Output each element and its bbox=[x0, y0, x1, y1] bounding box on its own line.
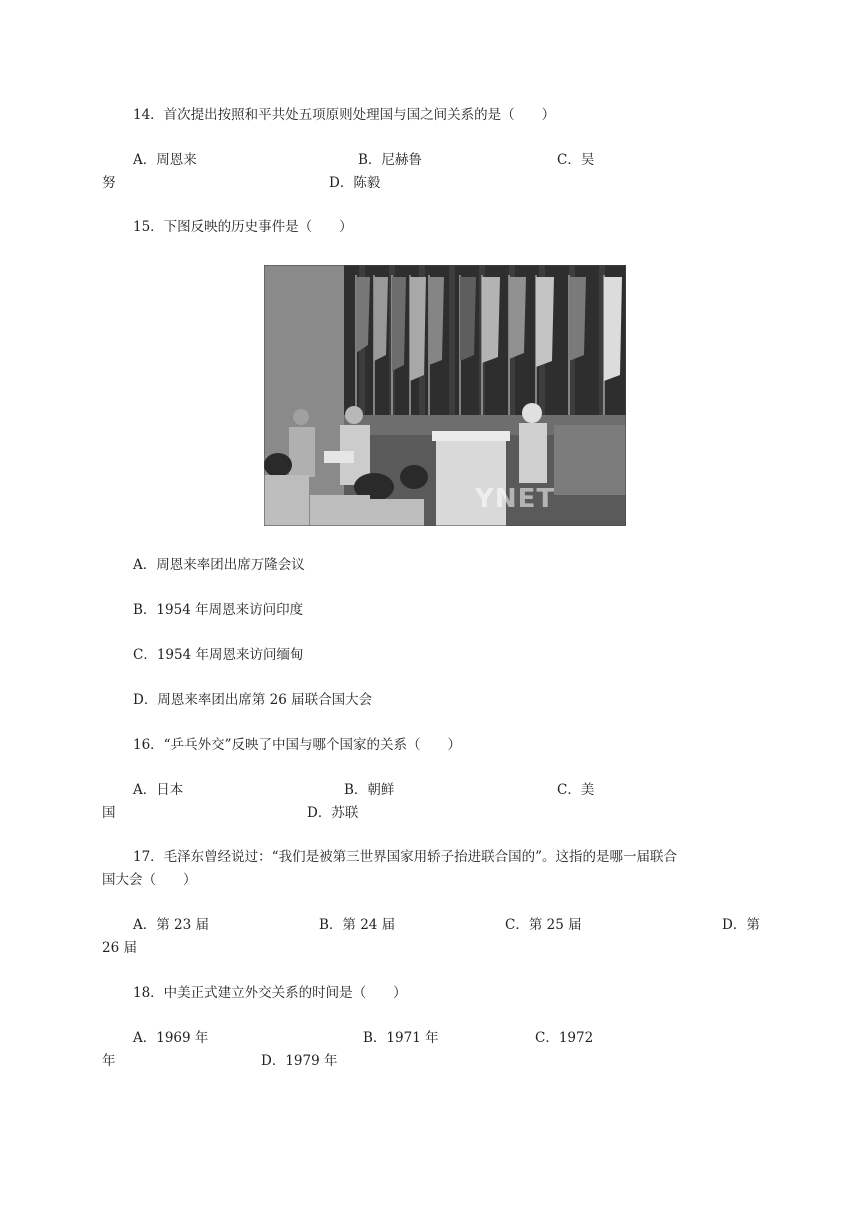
q16-option-b: B．朝鲜 bbox=[344, 782, 395, 798]
q16-option-d: D．苏联 bbox=[307, 805, 359, 821]
q18-option-a: A．1969 年 bbox=[133, 1030, 209, 1046]
q18-option-b: B．1971 年 bbox=[363, 1030, 439, 1046]
q16-option-c: C．美 bbox=[557, 782, 595, 798]
q14-option-a: A．周恩来 bbox=[133, 152, 197, 168]
question-16-stem: 16．“乒乓外交”反映了中国与哪个国家的关系（ ） bbox=[133, 737, 461, 753]
image-watermark: YNET bbox=[475, 484, 556, 514]
q14-option-c: C．吴 bbox=[557, 152, 595, 168]
q18-option-d: D．1979 年 bbox=[261, 1053, 338, 1069]
q18-option-c: C．1972 bbox=[535, 1030, 594, 1046]
q15-option-b: B．1954 年周恩来访问印度 bbox=[133, 602, 304, 618]
historical-photo bbox=[264, 265, 626, 526]
q17-option-d: D．第 bbox=[722, 917, 760, 933]
question-18-stem: 18．中美正式建立外交关系的时间是（ ） bbox=[133, 985, 407, 1001]
photo-illustration bbox=[264, 265, 626, 526]
q15-option-d: D．周恩来率团出席第 26 届联合国大会 bbox=[133, 692, 373, 708]
q17-option-c: C．第 25 届 bbox=[505, 917, 582, 933]
q17-option-b: B．第 24 届 bbox=[319, 917, 396, 933]
q17-option-d-wrap: 26 届 bbox=[102, 940, 137, 956]
question-17-stem-wrap: 国大会（ ） bbox=[102, 872, 197, 888]
q14-option-b: B．尼赫鲁 bbox=[358, 152, 422, 168]
q14-option-c-wrap: 努 bbox=[102, 175, 116, 191]
q18-option-c-wrap: 年 bbox=[102, 1053, 116, 1069]
question-15-stem: 15．下图反映的历史事件是（ ） bbox=[133, 219, 353, 235]
q14-option-d: D．陈毅 bbox=[329, 175, 381, 191]
q16-option-a: A．日本 bbox=[133, 782, 184, 798]
q17-option-a: A．第 23 届 bbox=[133, 917, 210, 933]
q15-option-a: A．周恩来率团出席万隆会议 bbox=[133, 557, 305, 573]
q16-option-c-wrap: 国 bbox=[102, 805, 116, 821]
question-14-stem: 14．首次提出按照和平共处五项原则处理国与国之间关系的是（ ） bbox=[133, 107, 556, 123]
q15-option-c: C．1954 年周恩来访问缅甸 bbox=[133, 647, 304, 663]
question-17-stem: 17．毛泽东曾经说过：“我们是被第三世界国家用轿子抬进联合国的”。这指的是哪一届联合 bbox=[133, 849, 677, 865]
